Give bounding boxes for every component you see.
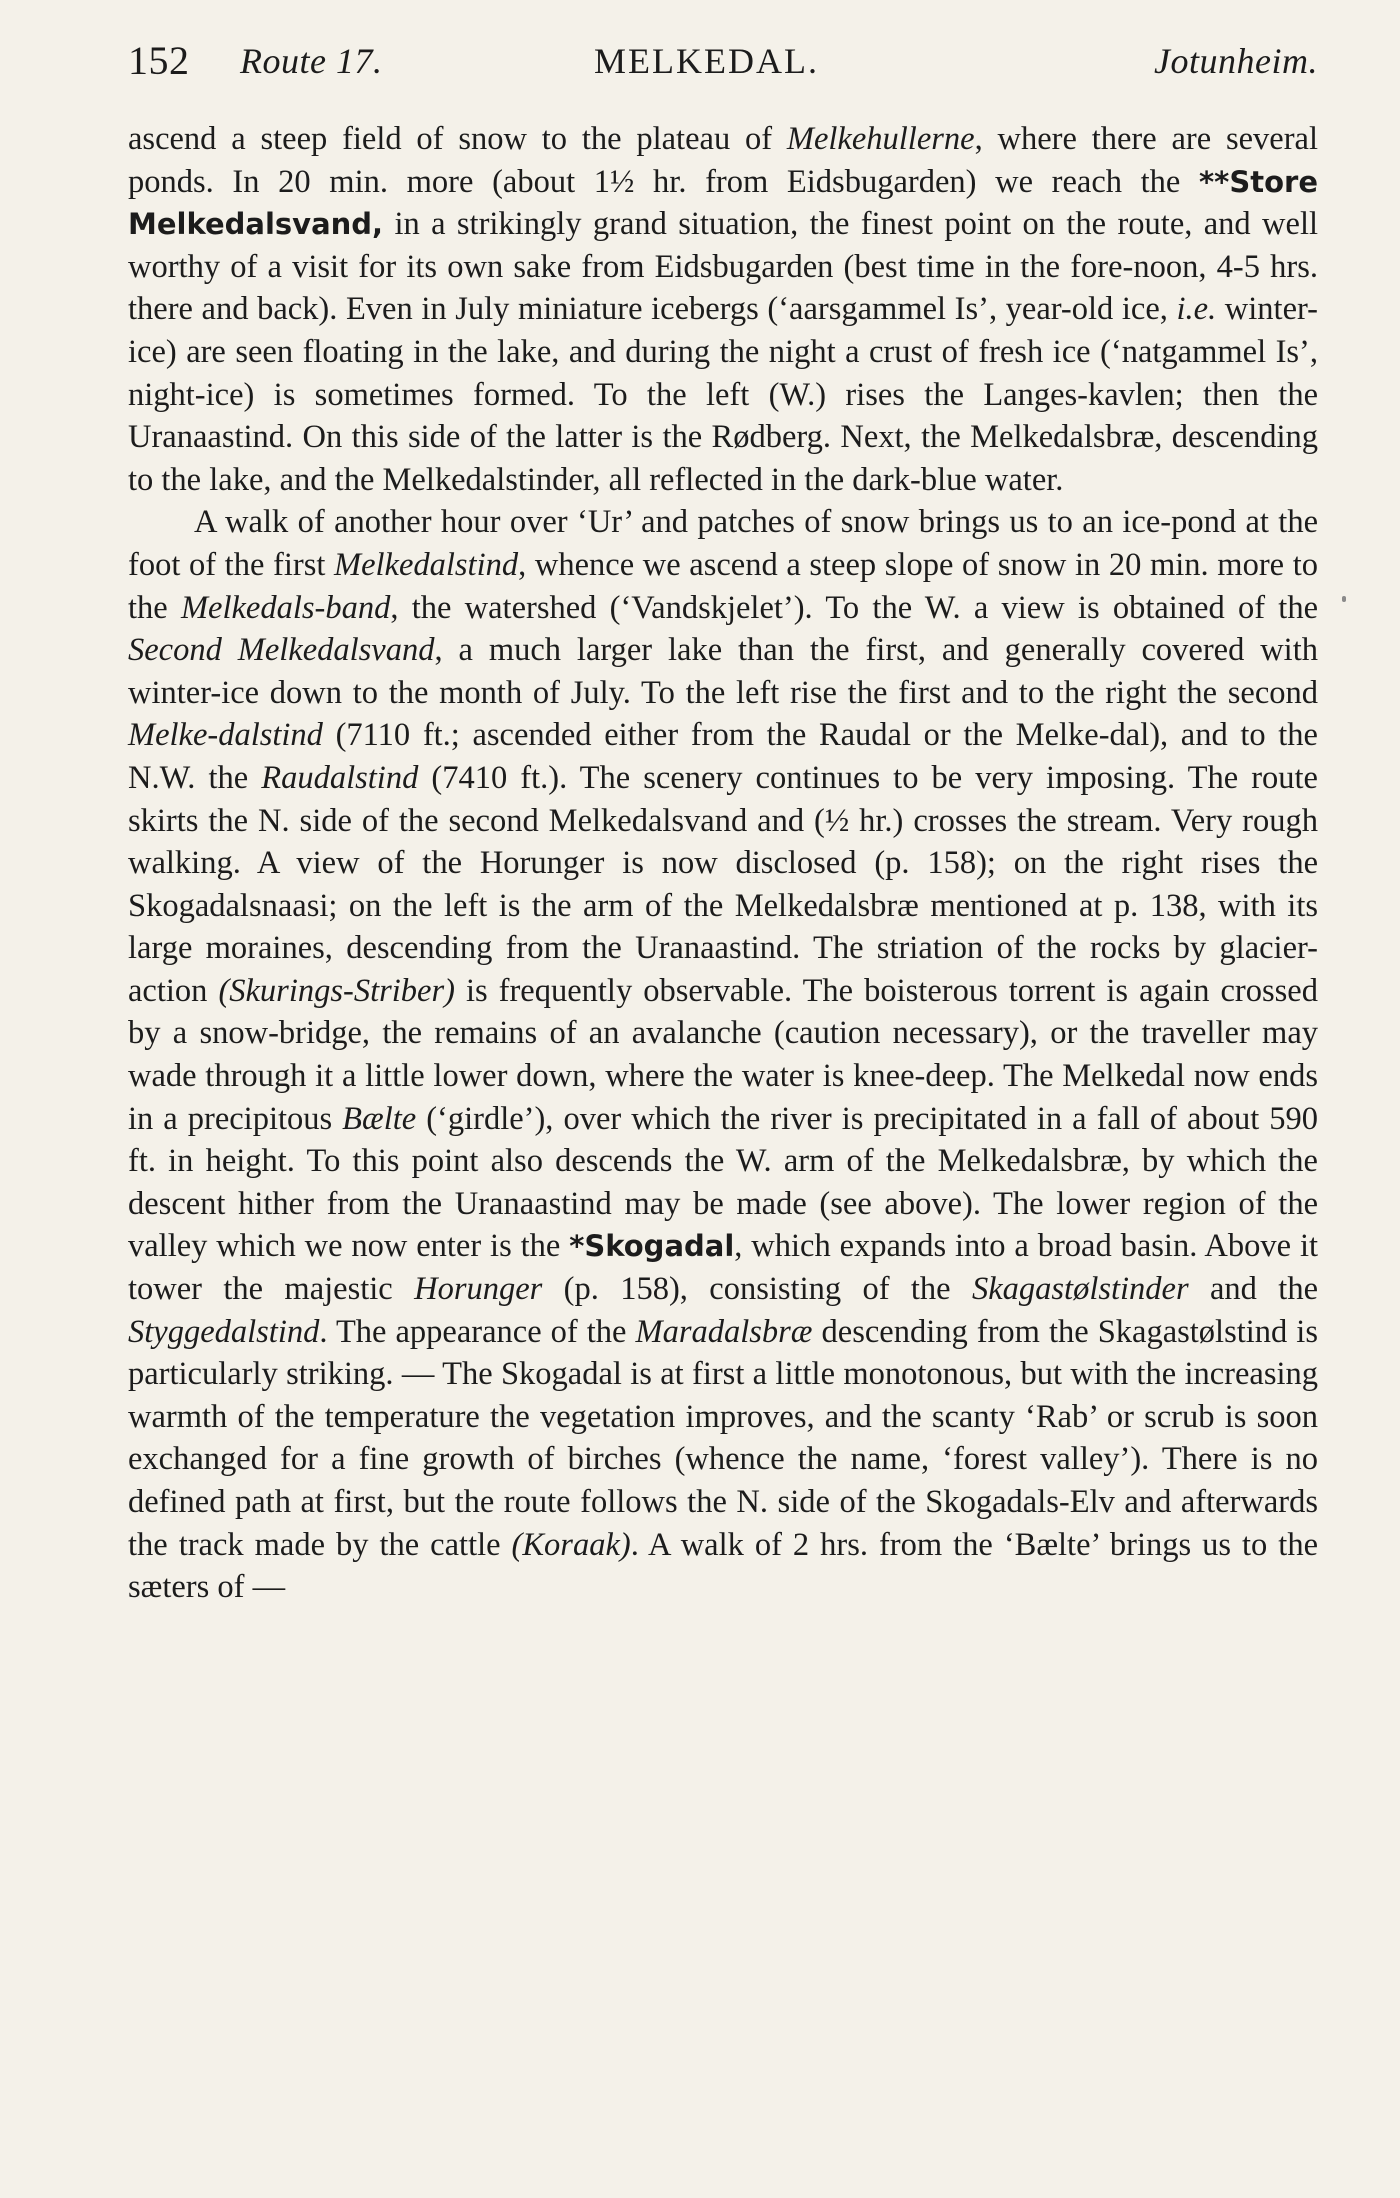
text-run: , whence we ascend a steep slope of snow in 20 min. more to the [128, 546, 1318, 626]
place-horunger: Horunger [414, 1271, 543, 1308]
text-run: , where there are several ponds. In 20 min. more (about 1½ hr. from Eidsbugarden) we reach the [128, 121, 1318, 200]
place-second-melkedalsvand: Second Melkedalsvand [128, 632, 435, 669]
place-melkedalsband: Melkedals-band [180, 589, 391, 626]
paragraph-1 [128, 118, 1318, 501]
text-run: is frequently observable. The boisterous torrent is again crossed by a snow-bridge, the remains of an avalanche (caution necessary), or the traveller may wade through it a little lower down, where the water is knee-deep. The Melkedal now ends in a precipitous [128, 972, 1318, 1137]
term-skurings-striber: (Skurings-Striber) [218, 972, 455, 1009]
text-run: (7410 ft.). The scenery continues to be very imposing. The route skirts the N. side of the second Melkedalsvand and (½ hr.) crosses the stream. Very rough walking. A view of the Horunger is now disclosed (p. 158); on the right rises the Skogadalsnaasi; on the left is the arm of the Melkedalsbræ mentioned at p. 138, with its large moraines, descending from the Uranaastind. The striation of the rocks by glacier-action [128, 759, 1318, 1009]
place-maradalsbrae: Maradalsbræ [635, 1313, 813, 1350]
text-run: . A walk of 2 hrs. from the ‘Bælte’ brings us to the sæters of — [128, 1526, 1319, 1606]
text-run: and the [1188, 1271, 1318, 1308]
text-run: , the watershed (‘Vandskjelet’). To the W. a view is obtained of the [390, 589, 1318, 626]
text-run: (7110 ft.; ascended either from the Raudal or the Melke-dal), and to the N.W. the [128, 717, 1318, 796]
section-title: MELKEDAL. [594, 41, 819, 81]
text-run: (‘girdle’), over which the river is precipitated in a fall of about 590 ft. in height. To this point also descends the W. arm of the Melkedalsbræ, by which the descent hither from the Uranaastind may be made (see above). The lower region of the valley which we now enter is the [128, 1100, 1318, 1265]
term-koraak: (Koraak) [511, 1526, 631, 1563]
place-melkehullerne: Melkehullerne [786, 121, 975, 157]
place-skagastolstinder: Skagastølstinder [971, 1271, 1189, 1308]
text-run: . The appearance of the [319, 1313, 636, 1350]
text-run: (p. 158), consisting of the [542, 1271, 972, 1308]
route-label: Route 17. [240, 41, 383, 81]
body-text [128, 118, 1318, 1609]
place-raudalstind: Raudalstind [261, 759, 419, 796]
place-store-melkedalsvand: **Store Melkedalsvand, [128, 164, 1318, 242]
text-run: winter-ice) are seen floating in the lake, and during the night a crust of fresh ice (‘natgammel Is’, night-ice) is sometimes formed. To the left (W.) rises the Langes-kavlen; then the Uranaastind. On this side of the latter is the Rødberg. Next, the Melkedalsbræ, descending to the lake, and the Melkedalstinder, all reflected in the dark-blue water. [128, 291, 1318, 498]
paragraph-2 [128, 501, 1318, 1608]
running-head [128, 36, 1318, 86]
place-melkedalstind-second: Melke-dalstind [128, 717, 323, 754]
text-run: ascend a steep field of snow to the plateau of [128, 121, 787, 157]
place-skogadal: *Skogadal [569, 1229, 735, 1264]
text-run: A walk of another hour over ‘Ur’ and patches of snow brings us to an ice-pond at the foot of the first [128, 504, 1318, 583]
text-run: descending from the Skagastølstind is particularly striking. — The Skogadal is at first a little monotonous, but with the increasing warmth of the temperature the vegetation improves, and the scanty ‘Rab’ or scrub is soon exchanged for a fine growth of birches (whence the name, ‘forest valley’). There is no defined path at first, but the route follows the N. side of the Skogadals-Elv and afterwards the track made by the cattle [128, 1313, 1318, 1563]
page-number: 152 [128, 38, 190, 83]
paper-speck [1342, 596, 1346, 602]
place-melkedalstind: Melkedalstind [334, 546, 519, 583]
term-baelte: Bælte [342, 1100, 417, 1137]
region-label: Jotunheim. [1154, 41, 1318, 81]
book-page [128, 0, 1318, 2198]
place-styggedalstind: Styggedalstind [128, 1313, 320, 1350]
text-run: , which expands into a broad basin. Above it tower the majestic [128, 1228, 1318, 1308]
text-run: , a much larger lake than the first, and generally covered with winter-ice down to the month of July. To the left rise the first and to the right the second [128, 632, 1318, 711]
abbrev-ie: i.e. [1176, 291, 1217, 328]
text-run: in a strikingly grand situation, the finest point on the route, and well worthy of a visit for its own sake from Eidsbugarden (best time in the fore-noon, 4-5 hrs. there and back). Even in July miniature icebergs (‘aarsgammel Is’, year-old ice, [128, 206, 1318, 328]
